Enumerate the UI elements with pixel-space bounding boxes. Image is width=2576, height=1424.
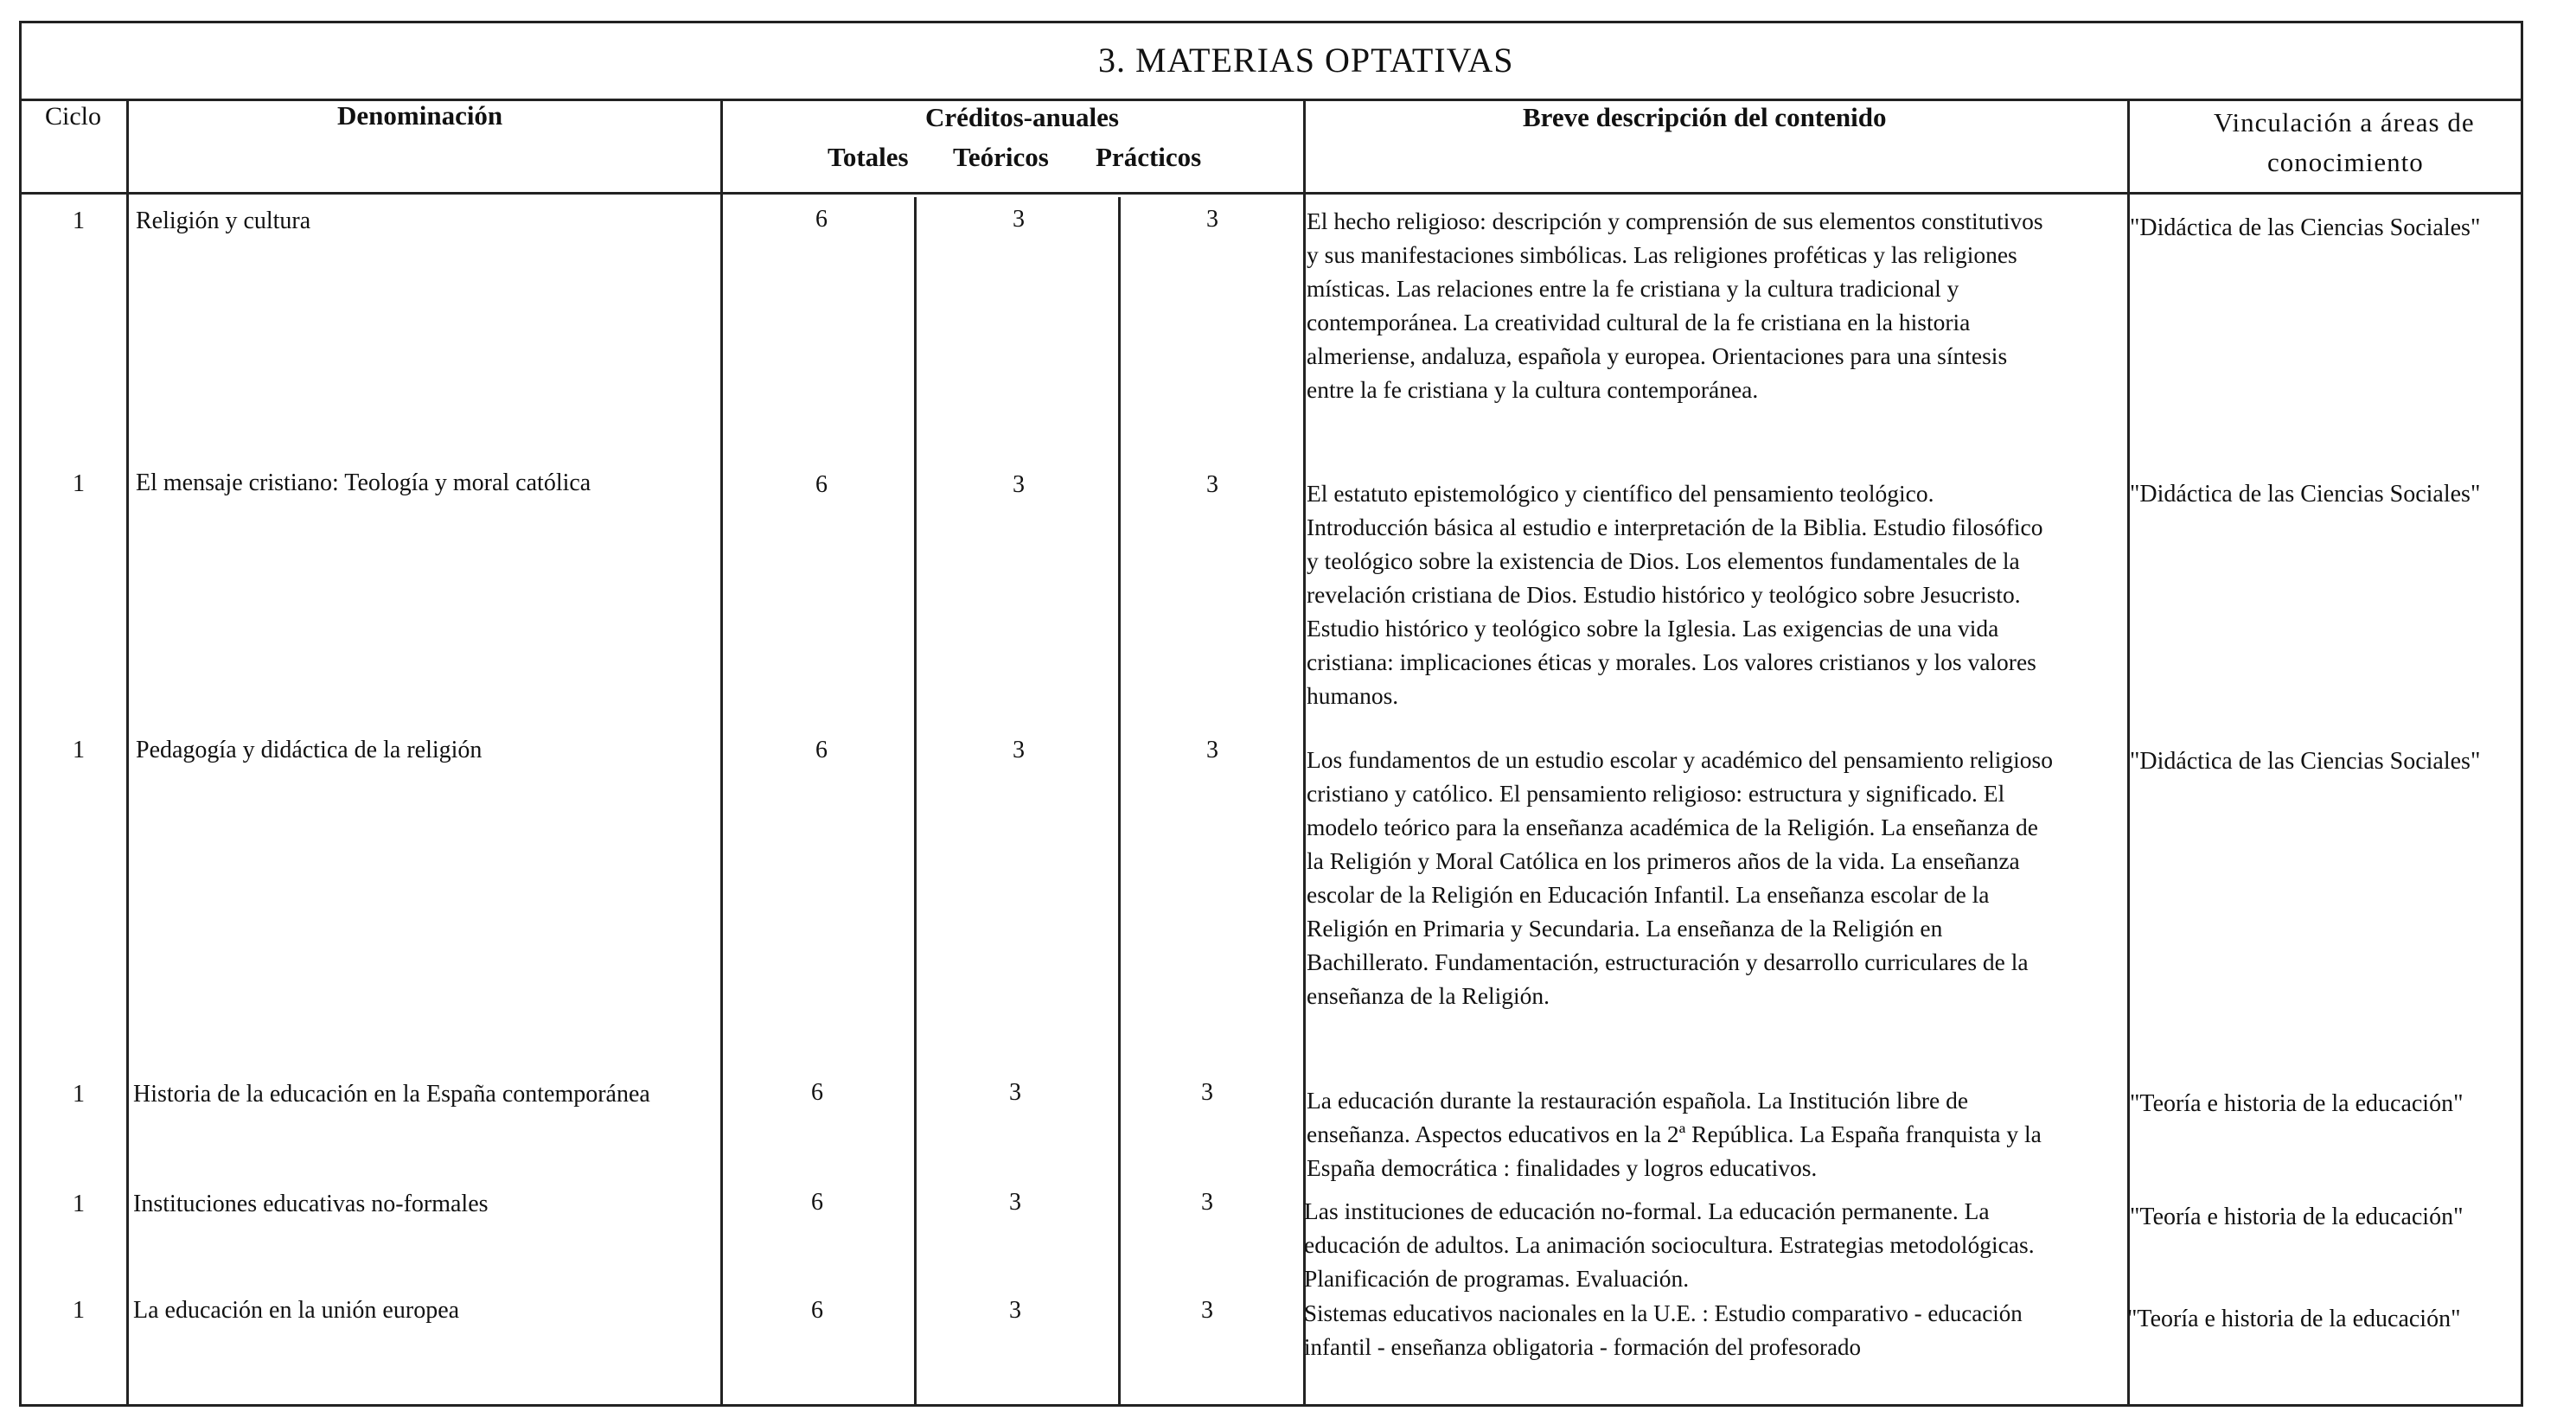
header-creditos: Créditos-anuales <box>925 102 1119 132</box>
col-divider-ciclo <box>126 99 129 1407</box>
col-divider-denominacion <box>720 99 723 1407</box>
row6-totales: 6 <box>811 1297 823 1324</box>
row2-teoricos: 3 <box>1013 471 1025 498</box>
row6-vinculacion: "Teoría e historia de la educación" <box>2127 1306 2461 1332</box>
row6-teoricos: 3 <box>1009 1297 1021 1324</box>
row5-totales: 6 <box>811 1189 823 1216</box>
row3-denominacion: Pedagogía y didáctica de la religión <box>136 737 483 763</box>
row6-practicos: 3 <box>1201 1297 1213 1324</box>
header-vinculacion-line1: Vinculación a áreas de <box>2214 107 2475 137</box>
row3-descripcion: Los fundamentos de un estudio escolar y académico del pensamiento religioso cristiano y católico. El pensamiento religioso: estructura y significado. El modelo teórico para la enseñanza académica de la Religión. La enseñanza de la Religión y Moral Católica en los primeros años de la vida. La enseñanza escolar de la Religión en Educación Infantil. La enseñanza escolar de la Religión en Primaria y Secundaria. La enseñanza de la Religión en Bachillerato. Fundamentación, estructuración y desarrollo curriculares de la enseñanza de la Religión. <box>1307 746 2053 1009</box>
row2-vinculacion: "Didáctica de las Ciencias Sociales" <box>2130 481 2481 508</box>
header-teoricos: Teóricos <box>953 142 1049 172</box>
row5-denominacion: Instituciones educativas no-formales <box>133 1191 489 1217</box>
row3-practicos: 3 <box>1206 737 1218 763</box>
row4-totales: 6 <box>811 1079 823 1106</box>
row4-teoricos: 3 <box>1009 1079 1021 1106</box>
row1-practicos: 3 <box>1206 206 1218 233</box>
col-divider-teoricos <box>1118 197 1121 1407</box>
col-divider-totales <box>914 197 917 1407</box>
page-title: 3. MATERIAS OPTATIVAS <box>1098 41 1514 80</box>
row2-practicos: 3 <box>1206 471 1218 498</box>
row5-ciclo: 1 <box>73 1191 85 1217</box>
row5-vinculacion: "Teoría e historia de la educación" <box>2130 1204 2464 1230</box>
header-practicos: Prácticos <box>1096 142 1202 172</box>
row4-vinculacion: "Teoría e historia de la educación" <box>2130 1090 2464 1117</box>
row1-teoricos: 3 <box>1013 206 1025 233</box>
row4-descripcion: La educación durante la restauración española. La Institución libre de enseñanza. Aspectos educativos en la 2ª República. La España franquista y la España democrática : finalidades y logros educativos. <box>1307 1087 2042 1181</box>
row4-ciclo: 1 <box>73 1081 85 1108</box>
row1-denominacion: Religión y cultura <box>136 208 311 234</box>
row6-ciclo: 1 <box>73 1297 85 1324</box>
header-denominacion: Denominación <box>337 100 503 131</box>
row2-ciclo: 1 <box>73 470 85 497</box>
header-divider <box>19 192 2523 195</box>
row1-totales: 6 <box>815 206 828 233</box>
table-right-border <box>2521 21 2523 1407</box>
row6-denominacion: La educación en la unión europea <box>133 1297 460 1324</box>
header-totales: Totales <box>828 142 909 172</box>
row4-denominacion: Historia de la educación en la España contemporánea <box>133 1081 650 1108</box>
row2-denominacion: El mensaje cristiano: Teología y moral católica <box>136 469 591 496</box>
table-bottom-border <box>19 1404 2523 1407</box>
row2-descripcion: El estatuto epistemológico y científico del pensamiento teológico. Introducción básica al estudio e interpretación de la Biblia. Estudio filosófico y teológico sobre la existencia de Dios. Los elementos fundamentales de la revelación cristiana de Dios. Estudio histórico y teológico sobre Jesucristo. Estudio histórico y teológico sobre la Iglesia. Las exigencias de una vida cristiana: implicaciones éticas y morales. Los valores cristianos y los valores humanos. <box>1307 480 2043 709</box>
row4-practicos: 3 <box>1201 1079 1213 1106</box>
table-left-border <box>19 21 22 1407</box>
row3-teoricos: 3 <box>1013 737 1025 763</box>
row3-vinculacion: "Didáctica de las Ciencias Sociales" <box>2130 748 2481 775</box>
row3-ciclo: 1 <box>73 737 85 763</box>
row5-teoricos: 3 <box>1009 1189 1021 1216</box>
row1-ciclo: 1 <box>73 208 85 234</box>
table-top-border <box>19 21 2523 23</box>
header-descripcion: Breve descripción del contenido <box>1523 102 1887 132</box>
header-vinculacion-line2: conocimiento <box>2267 147 2424 177</box>
row1-vinculacion: "Didáctica de las Ciencias Sociales" <box>2130 214 2481 241</box>
row5-descripcion: Las instituciones de educación no-formal. La educación permanente. La educación de adultos. La animación sociocultura. Estrategias metodológicas. Planificación de programas. Evaluación. <box>1304 1197 2035 1292</box>
row2-totales: 6 <box>815 471 828 498</box>
row3-totales: 6 <box>815 737 828 763</box>
row6-descripcion: Sistemas educativos nacionales en la U.E. : Estudio comparativo - educación infantil - enseñanza obligatoria - formación del profesorado <box>1304 1300 2023 1360</box>
row5-practicos: 3 <box>1201 1189 1213 1216</box>
row1-descripcion: El hecho religioso: descripción y comprensión de sus elementos constitutivos y sus manifestaciones simbólicas. Las religiones proféticas y las religiones místicas. Las relaciones entre la fe cristiana y la cultura tradicional y contemporánea. La creatividad cultural de la fe cristiana en la historia almeriense, andaluza, española y europea. Orientaciones para una síntesis entre la fe cristiana y la cultura contemporánea. <box>1307 208 2043 403</box>
header-ciclo: Ciclo <box>45 102 101 131</box>
